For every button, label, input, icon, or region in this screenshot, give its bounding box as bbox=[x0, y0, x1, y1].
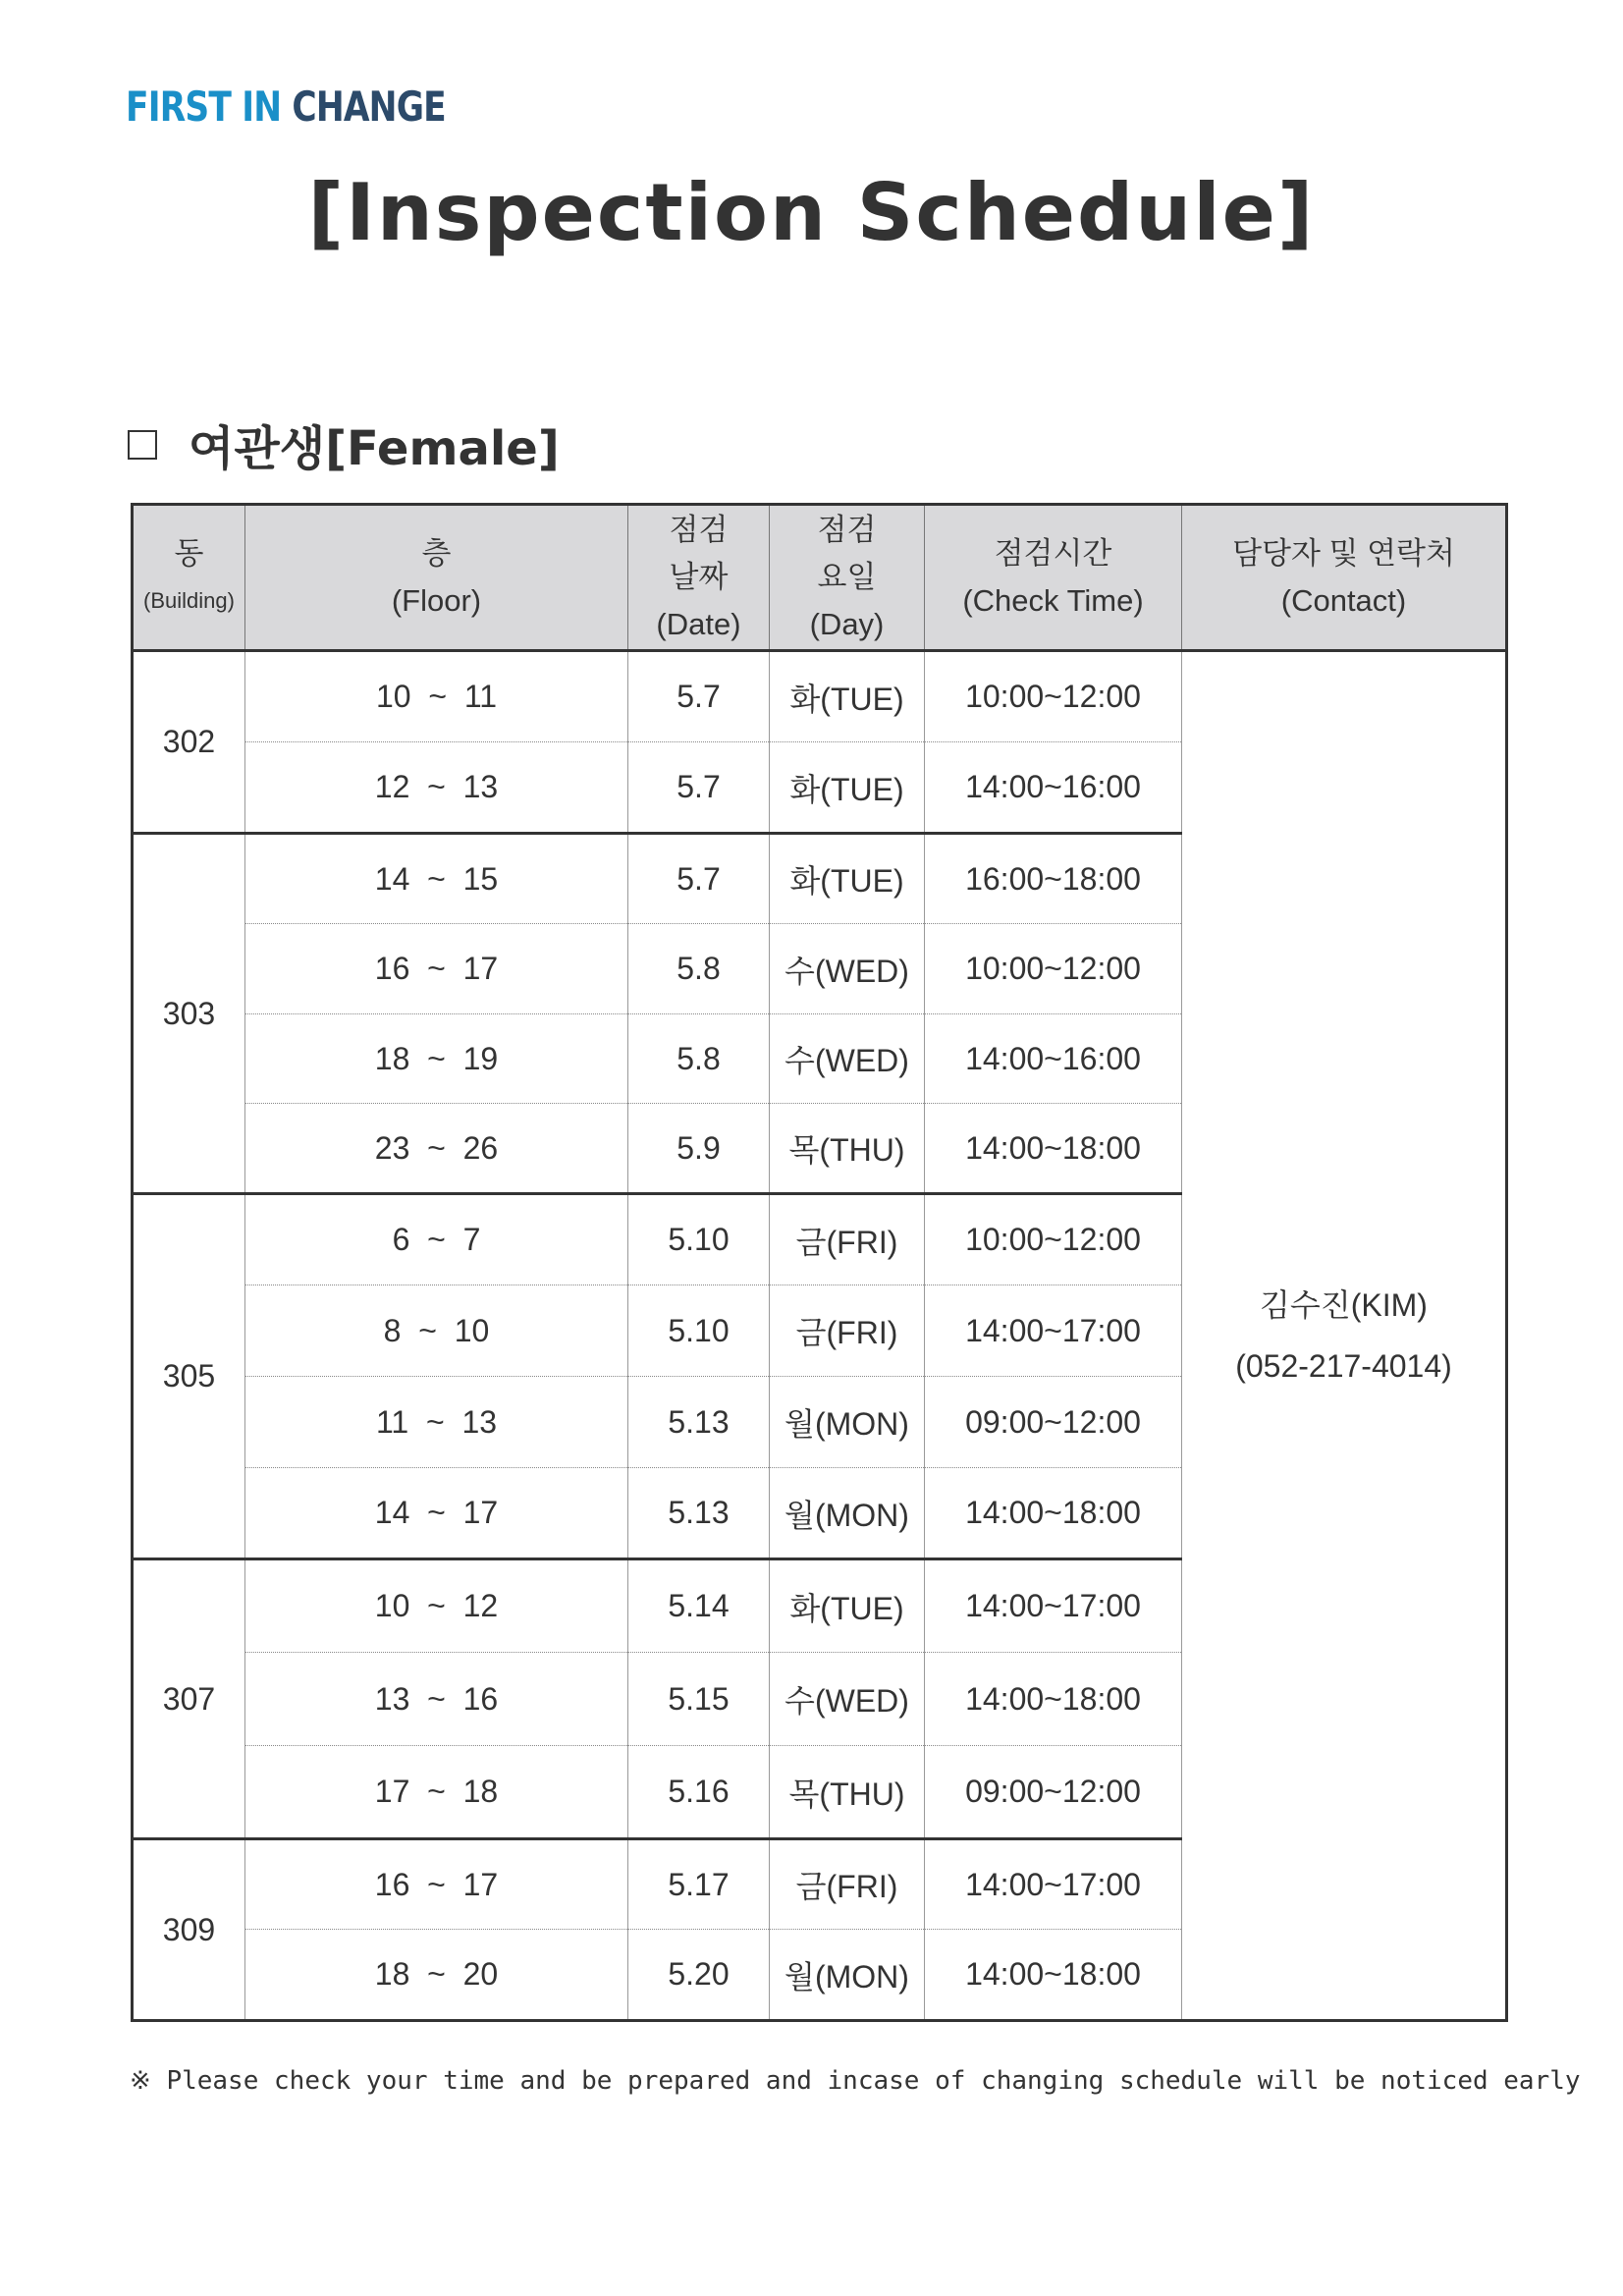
floor-cell: 16 ~ 17 bbox=[245, 924, 628, 1014]
day-cell: 목(THU) bbox=[770, 1746, 925, 1839]
time-cell: 14:00~18:00 bbox=[925, 1653, 1182, 1746]
header-contact: 담당자 및 연락처 (Contact) bbox=[1182, 505, 1507, 651]
footnote: ※ Please check your time and be prepared and incase of changing schedule will be noticed early bbox=[130, 2066, 1581, 2096]
day-cell: 수(WED) bbox=[770, 1014, 925, 1104]
table-row bbox=[133, 651, 1507, 742]
day-cell: 수(WED) bbox=[770, 924, 925, 1014]
logo-first-in: FIRST IN bbox=[126, 82, 293, 131]
building-cell: 302 bbox=[133, 651, 245, 834]
time-cell: 14:00~17:00 bbox=[925, 1285, 1182, 1377]
date-cell: 5.9 bbox=[628, 1104, 770, 1194]
header-date: 점검 날짜 (Date) bbox=[628, 505, 770, 651]
time-cell: 10:00~12:00 bbox=[925, 1194, 1182, 1285]
floor-cell: 10 ~ 12 bbox=[245, 1559, 628, 1653]
building-cell: 309 bbox=[133, 1839, 245, 2021]
contact-phone: (052-217-4014) bbox=[1235, 1348, 1452, 1384]
day-cell: 금(FRI) bbox=[770, 1194, 925, 1285]
date-cell: 5.8 bbox=[628, 924, 770, 1014]
date-cell: 5.16 bbox=[628, 1746, 770, 1839]
date-cell: 5.20 bbox=[628, 1930, 770, 2021]
date-cell: 5.10 bbox=[628, 1194, 770, 1285]
date-cell: 5.14 bbox=[628, 1559, 770, 1653]
time-cell: 14:00~16:00 bbox=[925, 742, 1182, 834]
day-cell: 금(FRI) bbox=[770, 1839, 925, 1930]
floor-cell: 10 ~ 11 bbox=[245, 651, 628, 742]
logo bbox=[126, 82, 446, 131]
floor-cell: 23 ~ 26 bbox=[245, 1104, 628, 1194]
time-cell: 10:00~12:00 bbox=[925, 924, 1182, 1014]
day-cell: 화(TUE) bbox=[770, 742, 925, 834]
floor-cell: 18 ~ 20 bbox=[245, 1930, 628, 2021]
date-cell: 5.17 bbox=[628, 1839, 770, 1930]
floor-cell: 16 ~ 17 bbox=[245, 1839, 628, 1930]
header-building: 동 (Building) bbox=[133, 505, 245, 651]
table-body bbox=[133, 651, 1507, 2021]
date-cell: 5.7 bbox=[628, 834, 770, 924]
floor-cell: 14 ~ 17 bbox=[245, 1468, 628, 1559]
contact-name: 김수진(KIM) bbox=[1260, 1287, 1428, 1323]
time-cell: 10:00~12:00 bbox=[925, 651, 1182, 742]
time-cell: 09:00~12:00 bbox=[925, 1746, 1182, 1839]
date-cell: 5.7 bbox=[628, 742, 770, 834]
time-cell: 16:00~18:00 bbox=[925, 834, 1182, 924]
floor-cell: 13 ~ 16 bbox=[245, 1653, 628, 1746]
building-cell: 305 bbox=[133, 1194, 245, 1559]
time-cell: 14:00~16:00 bbox=[925, 1014, 1182, 1104]
section-checkbox bbox=[128, 430, 157, 460]
floor-cell: 14 ~ 15 bbox=[245, 834, 628, 924]
section-header bbox=[128, 410, 560, 478]
floor-cell: 17 ~ 18 bbox=[245, 1746, 628, 1839]
table-header-row bbox=[133, 505, 1507, 651]
day-cell: 화(TUE) bbox=[770, 834, 925, 924]
date-cell: 5.8 bbox=[628, 1014, 770, 1104]
day-cell: 화(TUE) bbox=[770, 651, 925, 742]
logo-change: CHANGE bbox=[292, 82, 446, 131]
header-check-time: 점검시간 (Check Time) bbox=[925, 505, 1182, 651]
time-cell: 09:00~12:00 bbox=[925, 1377, 1182, 1468]
floor-cell: 12 ~ 13 bbox=[245, 742, 628, 834]
date-cell: 5.7 bbox=[628, 651, 770, 742]
date-cell: 5.10 bbox=[628, 1285, 770, 1377]
building-cell: 303 bbox=[133, 834, 245, 1194]
header-day: 점검 요일 (Day) bbox=[770, 505, 925, 651]
day-cell: 목(THU) bbox=[770, 1104, 925, 1194]
date-cell: 5.15 bbox=[628, 1653, 770, 1746]
floor-cell: 11 ~ 13 bbox=[245, 1377, 628, 1468]
page-title: [Inspection Schedule] bbox=[307, 167, 1316, 258]
floor-cell: 8 ~ 10 bbox=[245, 1285, 628, 1377]
day-cell: 월(MON) bbox=[770, 1930, 925, 2021]
time-cell: 14:00~18:00 bbox=[925, 1468, 1182, 1559]
floor-cell: 18 ~ 19 bbox=[245, 1014, 628, 1104]
date-cell: 5.13 bbox=[628, 1468, 770, 1559]
day-cell: 화(TUE) bbox=[770, 1559, 925, 1653]
header-floor: 층 (Floor) bbox=[245, 505, 628, 651]
section-title: 여관생[Female] bbox=[189, 421, 560, 476]
day-cell: 월(MON) bbox=[770, 1468, 925, 1559]
contact-cell bbox=[1182, 651, 1507, 2021]
time-cell: 14:00~18:00 bbox=[925, 1930, 1182, 2021]
day-cell: 월(MON) bbox=[770, 1377, 925, 1468]
building-cell: 307 bbox=[133, 1559, 245, 1839]
time-cell: 14:00~18:00 bbox=[925, 1104, 1182, 1194]
day-cell: 수(WED) bbox=[770, 1653, 925, 1746]
time-cell: 14:00~17:00 bbox=[925, 1839, 1182, 1930]
date-cell: 5.13 bbox=[628, 1377, 770, 1468]
time-cell: 14:00~17:00 bbox=[925, 1559, 1182, 1653]
floor-cell: 6 ~ 7 bbox=[245, 1194, 628, 1285]
inspection-table bbox=[131, 503, 1508, 2022]
day-cell: 금(FRI) bbox=[770, 1285, 925, 1377]
